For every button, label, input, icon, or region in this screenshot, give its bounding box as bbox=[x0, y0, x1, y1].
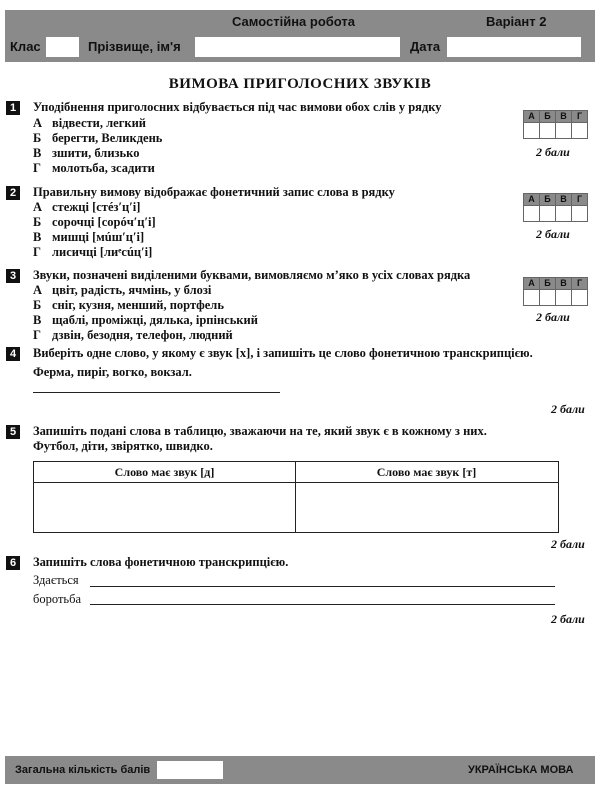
answer-cell[interactable] bbox=[556, 206, 572, 222]
option-text: цвіт, радість, ячмінь, у блозі bbox=[52, 283, 212, 297]
subject-label: УКРАЇНСЬКА МОВА bbox=[468, 764, 574, 776]
q2-score: 2 бали bbox=[536, 227, 570, 241]
answer-cell[interactable] bbox=[540, 123, 556, 139]
question-number-5: 5 bbox=[6, 425, 20, 439]
question-number-1: 1 bbox=[6, 101, 20, 115]
option-key: А bbox=[33, 116, 43, 130]
answer-cell[interactable] bbox=[524, 206, 540, 222]
option-text: лисичці [лиᵉсúц′і] bbox=[52, 245, 153, 259]
answer-cell[interactable] bbox=[572, 290, 588, 306]
date-field[interactable] bbox=[447, 37, 581, 57]
q3-option-b[interactable] bbox=[33, 298, 224, 313]
q2-option-c[interactable] bbox=[33, 230, 144, 245]
q1-option-d[interactable] bbox=[33, 161, 155, 176]
option-key: В bbox=[33, 230, 42, 244]
q5-score: 2 бали bbox=[551, 537, 585, 551]
table-cell-t[interactable] bbox=[296, 483, 558, 532]
page-title: ВИМОВА ПРИГОЛОСНИХ ЗВУКІВ bbox=[168, 76, 432, 92]
option-text: сорочці [сорóч′ц′і] bbox=[52, 215, 156, 229]
table-col-d: Слово має звук [д] bbox=[114, 465, 215, 479]
option-text: дзвін, безодня, телефон, людний bbox=[52, 328, 233, 342]
answer-cell[interactable] bbox=[572, 206, 588, 222]
grid-letter: В bbox=[556, 278, 572, 290]
total-score-label: Загальна кількість балів bbox=[15, 764, 151, 776]
answer-cell[interactable] bbox=[556, 290, 572, 306]
answer-cell[interactable] bbox=[556, 123, 572, 139]
grid-letter: А bbox=[524, 111, 540, 123]
grid-letter: Г bbox=[572, 194, 588, 206]
question-number-2: 2 bbox=[6, 186, 20, 200]
option-key: Г bbox=[33, 328, 41, 342]
q6-score: 2 бали bbox=[551, 612, 585, 626]
option-key: В bbox=[33, 146, 42, 160]
q3-answer-grid bbox=[523, 277, 588, 306]
q3-score: 2 бали bbox=[536, 310, 570, 324]
option-text: щаблі, проміжці, дялька, ірпінський bbox=[52, 313, 258, 327]
answer-cell[interactable] bbox=[524, 290, 540, 306]
question-6-text: Запишіть слова фонетичною транскрипцією. bbox=[33, 555, 289, 569]
total-score-field[interactable] bbox=[157, 761, 223, 779]
grid-letter: Б bbox=[540, 194, 556, 206]
answer-cell[interactable] bbox=[572, 123, 588, 139]
option-text: стежці [стéз′ц′і] bbox=[52, 200, 141, 214]
option-key: Г bbox=[33, 245, 41, 259]
option-key: Б bbox=[33, 298, 42, 312]
question-number-6: 6 bbox=[6, 556, 20, 570]
question-3-text: Звуки, позначені виділеними буквами, вимовляємо м’яко в усіх словах рядка bbox=[33, 268, 471, 282]
q4-answer-line[interactable] bbox=[33, 392, 280, 393]
q3-option-c[interactable] bbox=[33, 313, 258, 328]
option-text: відвести, легкий bbox=[52, 116, 146, 130]
option-key: В bbox=[33, 313, 42, 327]
name-field[interactable] bbox=[195, 37, 400, 57]
date-label: Дата bbox=[410, 39, 441, 54]
table-col-t: Слово має звук [т] bbox=[376, 465, 477, 479]
q3-option-a[interactable] bbox=[33, 283, 211, 298]
option-key: А bbox=[33, 283, 43, 297]
class-label: Клас bbox=[10, 39, 41, 54]
option-key: Б bbox=[33, 131, 42, 145]
q1-option-a[interactable] bbox=[33, 116, 146, 131]
q1-score: 2 бали bbox=[536, 145, 570, 159]
q3-option-d[interactable] bbox=[33, 328, 233, 343]
name-label: Прізвище, ім'я bbox=[88, 39, 181, 54]
table-cell-d[interactable] bbox=[34, 483, 295, 532]
q1-option-b[interactable] bbox=[33, 131, 162, 146]
grid-letter: В bbox=[556, 111, 572, 123]
question-1-text: Уподібнення приголосних відбувається під час вимови обох слів у рядку bbox=[33, 100, 442, 114]
option-key: Г bbox=[33, 161, 41, 175]
question-4-text: Виберіть одне слово, у якому є звук [х], і запишіть це слово фонетичною транскрипцією. bbox=[33, 346, 533, 360]
question-5-text: Запишіть подані слова в таблицю, зважаючи на те, який звук є в кожному з них. bbox=[33, 424, 487, 438]
grid-letter: Г bbox=[572, 278, 588, 290]
variant-label: Варіант 2 bbox=[486, 14, 547, 29]
q2-option-b[interactable] bbox=[33, 215, 156, 230]
q6-answer-line-2[interactable] bbox=[90, 604, 555, 605]
q6-word-2: боротьба bbox=[33, 592, 82, 606]
q6-answer-line-1[interactable] bbox=[90, 586, 555, 587]
answer-cell[interactable] bbox=[524, 123, 540, 139]
grid-letter: Б bbox=[540, 111, 556, 123]
question-number-4: 4 bbox=[6, 347, 20, 361]
worksheet-title: Самостійна робота bbox=[232, 14, 356, 29]
option-text: мишці [мúш′ц′і] bbox=[52, 230, 145, 244]
answer-cell[interactable] bbox=[540, 290, 556, 306]
q2-option-a[interactable] bbox=[33, 200, 140, 215]
option-text: сніг, кузня, менший, портфель bbox=[52, 298, 224, 312]
question-2-text: Правильну вимову відображає фонетичний запис слова в рядку bbox=[33, 185, 395, 199]
grid-letter: В bbox=[556, 194, 572, 206]
q5-sound-table bbox=[33, 461, 559, 533]
option-text: берегти, Великдень bbox=[52, 131, 163, 145]
q4-words: Ферма, пиріг, вогко, вокзал. bbox=[33, 365, 192, 379]
option-key: А bbox=[33, 200, 43, 214]
grid-letter: Г bbox=[572, 111, 588, 123]
q4-score: 2 бали bbox=[551, 402, 585, 416]
grid-letter: А bbox=[524, 194, 540, 206]
q1-option-c[interactable] bbox=[33, 146, 139, 161]
q2-option-d[interactable] bbox=[33, 245, 152, 260]
class-field[interactable] bbox=[46, 37, 79, 57]
option-text: молотьба, зсадити bbox=[52, 161, 155, 175]
q5-words: Футбол, діти, звірятко, швидко. bbox=[33, 439, 213, 453]
answer-cell[interactable] bbox=[540, 206, 556, 222]
option-text: зшити, близько bbox=[52, 146, 140, 160]
question-number-3: 3 bbox=[6, 269, 20, 283]
q1-answer-grid bbox=[523, 110, 588, 139]
grid-letter: А bbox=[524, 278, 540, 290]
q6-word-1: Здається bbox=[33, 573, 79, 587]
grid-letter: Б bbox=[540, 278, 556, 290]
option-key: Б bbox=[33, 215, 42, 229]
q2-answer-grid bbox=[523, 193, 588, 222]
